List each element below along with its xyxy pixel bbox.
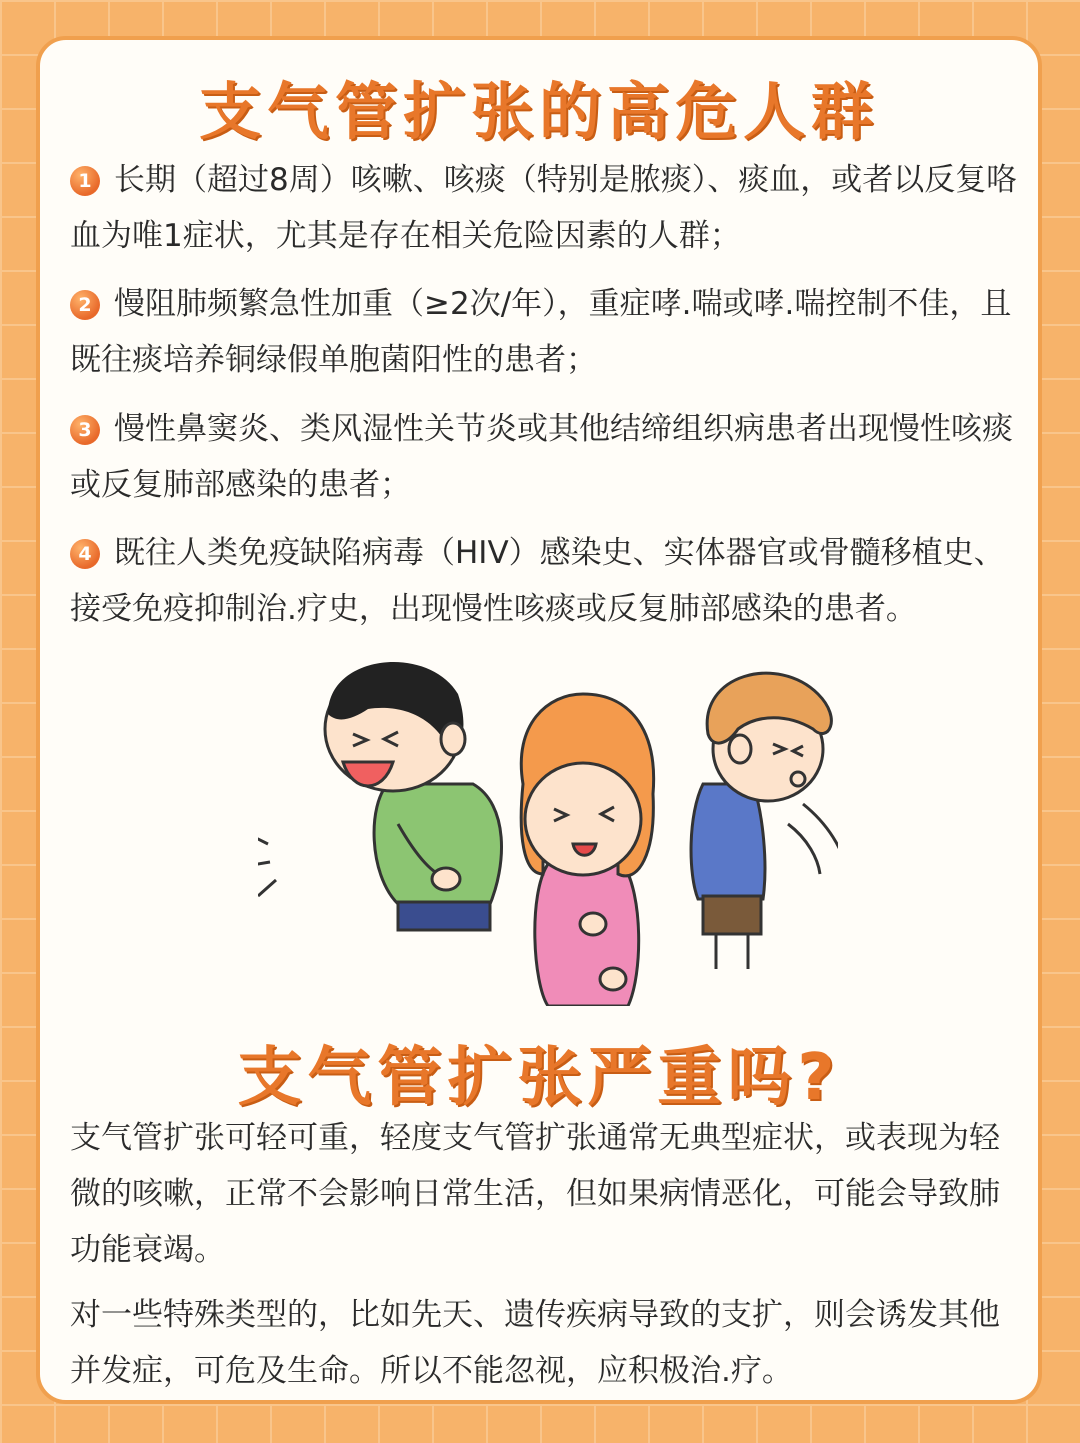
section1-title: 支气管扩张的高危人群	[198, 75, 879, 148]
coughing-boy-icon	[258, 662, 502, 930]
list-item	[70, 525, 1020, 637]
coughing-man-icon	[691, 673, 838, 969]
content-card	[36, 36, 1042, 1404]
section2-title: 支气管扩张严重吗?	[237, 1041, 841, 1115]
number-badge: 1	[70, 166, 100, 196]
list-item	[70, 152, 1020, 264]
list-item-text: 慢阻肺频繁急性加重（≥2次/年），重症哮.喘或哮.喘控制不佳，且既往痰培养铜绿假单胞菌阳性的患者；	[70, 286, 1012, 378]
coughing-girl-icon	[521, 694, 653, 1006]
coughing-people-illustration	[258, 634, 838, 1006]
number-badge: 2	[70, 290, 100, 320]
number-badge: 3	[70, 415, 100, 445]
list-item-text: 长期（超过8周）咳嗽、咳痰（特别是脓痰）、痰血，或者以反复咯血为唯1症状，尤其是存在相关危险因素的人群；	[70, 162, 1018, 254]
list-item	[70, 401, 1020, 513]
paragraph: 对一些特殊类型的，比如先天、遗传疾病导致的支扩，则会诱发其他并发症，可危及生命。所以不能忽视，应积极治.疗。	[70, 1297, 1000, 1389]
list-item	[70, 276, 1020, 388]
list-item-text: 既往人类免疫缺陷病毒（HIV）感染史、实体器官或骨髓移植史、接受免疫抑制治.疗史，出现慢性咳痰或反复肺部感染的患者。	[70, 535, 1005, 627]
paragraph: 支气管扩张可轻可重，轻度支气管扩张通常无典型症状，或表现为轻微的咳嗽，正常不会影响日常生活，但如果病情恶化，可能会导致肺功能衰竭。	[70, 1120, 1000, 1268]
number-badge: 4	[70, 539, 100, 569]
list-item-text: 慢性鼻窦炎、类风湿性关节炎或其他结缔组织病患者出现慢性咳痰或反复肺部感染的患者；	[70, 411, 1013, 503]
